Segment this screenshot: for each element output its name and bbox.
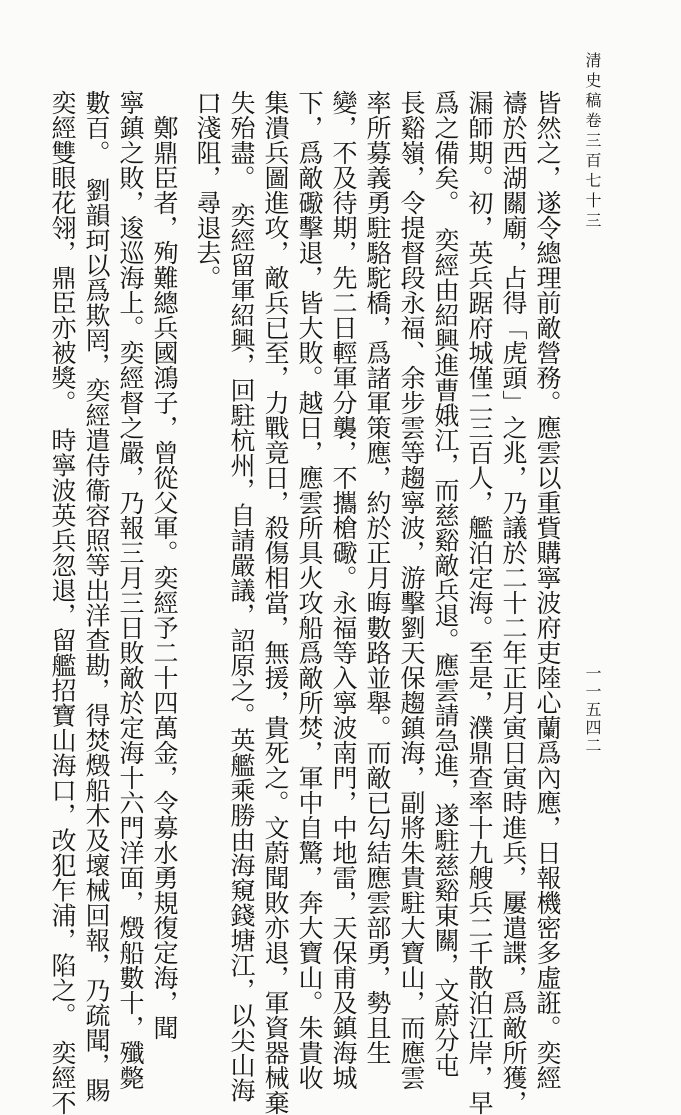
text-column: 率所募義勇駐駱駝橋，爲諸軍策應，約於正月晦數路並舉。而敵已勾結應雲部勇，勢且生 (363, 90, 392, 1065)
text-column: 數百。 劉韻珂以爲欺罔，奕經遣侍衞容照等出洋查勘，得焚燬船木及壞械回報，乃疏聞，賜 (82, 90, 111, 1103)
text-column: 漏師期。初，英兵踞府城僅二三百人，艦泊定海。至是，濮鼎查率十九艘兵二千散泊江岸，早 (465, 90, 494, 1115)
text-column: 長谿嶺，令提督段永福、余步雲等趨寧波，游擊劉天保趨鎮海，副將朱貴駐大寶山，而應雲 (397, 90, 426, 1090)
text-body (48, 90, 562, 1115)
text-column: 鄭鼎臣者，殉難總兵國鴻子，曾從父軍。奕經予二十四萬金，令募水勇規復定海，聞 (150, 90, 179, 1040)
text-column: 集潰兵圖進攻，敵兵已至，力戰竟日，殺傷相當，無援，貴死之。文蔚聞敗亦退，軍資器械棄 (261, 90, 290, 1115)
text-column: 奕經雙眼花翎，鼎臣亦被獎。 時寧波英兵忽退，留艦招寶山海口，改犯乍浦，陷之。 奕經不 (48, 90, 77, 1115)
running-title: 清史稿卷三百七十三 (583, 52, 602, 232)
text-column: 寧鎮之敗，逡巡海上。奕經督之嚴，乃報三月三日敗敵於定海十六門洋面，燬船數十，殲斃 (116, 90, 145, 1090)
page-number: 一一五四二 (583, 665, 602, 755)
text-column: 變，不及待期，先二日輕軍分襲，不攜槍礮。永福等入寧波南門，中地雷，天保甫及鎮海城 (329, 90, 358, 1090)
text-column: 爲之備矣。 奕經由紹興進曹娥江，而慈谿敵兵退。應雲請急進，遂駐慈谿東關，文蔚分屯 (431, 90, 460, 1078)
text-column: 禱於西湖關廟，占得「虎頭」之兆，乃議於二十二年正月寅日寅時進兵，屢遣諜，爲敵所獲， (499, 90, 528, 1115)
text-column: 皆然之，遂令總理前敵營務。應雲以重貲購寧波府吏陸心蘭爲內應，日報機密多虛誑。奕經 (533, 90, 562, 1090)
text-column: 失殆盡。 奕經留軍紹興，回駐杭州，自請嚴議，詔原之。英艦乘勝由海窺錢塘江，以尖山海 (227, 90, 256, 1103)
text-column: 下，爲敵礮擊退，皆大敗。越日，應雲所具火攻船爲敵所焚，軍中自驚，奔大寶山。朱貴收 (295, 90, 324, 1090)
text-column: 口淺阻，尋退去。 (193, 90, 222, 290)
